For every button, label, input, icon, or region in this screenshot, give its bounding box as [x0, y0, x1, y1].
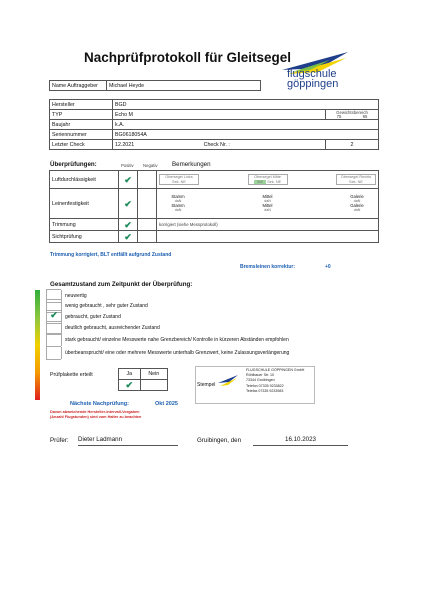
line-strength-cell: [157, 189, 379, 219]
state-label: überbeansprucht/ eine oder mehrere Messwerte unterhalb Grenzwert, keine Zulassungsverlängerung: [61, 347, 289, 359]
brake-correction-value: +0: [325, 264, 331, 270]
info-value: BGD: [113, 100, 379, 110]
check-mark-icon: ✔: [119, 171, 138, 189]
last-check-cell: [113, 140, 326, 150]
plakette-yes-label: Ja: [119, 369, 141, 380]
air-left-box: [159, 174, 199, 185]
check-mark-icon: ✔: [119, 380, 141, 391]
check-row-label: Luftdurchlässigkeit: [50, 171, 119, 189]
weight-min: 75: [336, 113, 342, 119]
logo-line-1: flugschule: [287, 68, 337, 80]
line-unit: daN: [353, 207, 361, 212]
logo-text: [287, 69, 347, 89]
device-info-table: [49, 99, 379, 150]
weight-label: Gewichtsbereich: [336, 109, 368, 115]
interval-note-2: (Anzahl Flugstunden) sind vom Halter zu beachten: [50, 415, 142, 419]
info-label: Letzter Check: [50, 140, 113, 150]
trim-note: Trimmung korrigiert, BLT entfällt aufgrund Zustand: [50, 252, 172, 258]
negative-cell: [138, 231, 157, 243]
trim-remark: korrigiert (siehe Messprotokoll): [157, 219, 379, 231]
line-unit: daN: [174, 207, 182, 212]
next-inspection-label: Nächste Nachprüfung:: [70, 401, 129, 407]
info-value: Echo M: [113, 110, 326, 120]
negative-cell: [138, 189, 157, 219]
line-unit: daN: [174, 199, 182, 204]
air-permeability-cell: [157, 171, 379, 189]
info-label: Baujahr: [50, 120, 113, 130]
stamp-line: Telefon 07335 9233822: [246, 383, 284, 388]
next-inspection-value: Okt 2025: [155, 401, 178, 407]
page-title: Nachprüfprotokoll für Gleitsegel: [84, 50, 292, 65]
air-value: 300: [254, 180, 266, 184]
check-nr-value: 2: [326, 140, 379, 150]
line-unit: daN: [264, 207, 271, 212]
air-title: Obersegel Mitte: [254, 175, 281, 179]
air-right-box: [336, 174, 376, 185]
signature-date: 16.10.2023: [253, 436, 348, 446]
air-title: Obersegel Links: [165, 175, 193, 179]
weight-cell: [326, 110, 379, 120]
state-label: neuwertig: [61, 290, 87, 302]
air-unit: Sek. NE: [349, 179, 363, 184]
overall-heading: Gesamtzustand zum Zeitpunkt der Überprüfung:: [50, 281, 193, 288]
negative-column-label: Negativ: [143, 163, 158, 168]
plakette-no-cell: [140, 380, 167, 391]
positive-column-label: Positiv: [121, 163, 134, 168]
weight-max: 95: [362, 113, 368, 119]
remarks-heading: Bemerkungen: [172, 161, 211, 168]
check-mark-icon: [46, 333, 61, 347]
line-group-label: Stamm: [171, 202, 185, 208]
state-label: deutlich gebraucht, ausreichender Zustand: [61, 322, 160, 334]
examiner-label: Prüfer:: [50, 437, 69, 444]
customer-value: Michael Heyde: [107, 81, 261, 91]
check-row-label: Leinenfestigkeit: [50, 189, 119, 219]
logo-line-2: göppingen: [287, 78, 339, 90]
condition-scale-bar: [35, 290, 40, 400]
interval-note-1: Davon abweichende Hersteller-Intervall-Vorgaben: [50, 410, 140, 414]
line-unit: daN: [264, 199, 271, 204]
checks-table: [49, 170, 379, 243]
stamp-line: 73344 Gruibingen: [246, 378, 275, 383]
air-unit: Sek. NE: [172, 179, 186, 184]
line-group-label: Mittel: [262, 202, 273, 208]
state-row: [46, 322, 160, 334]
check-mark-icon: ✔: [119, 219, 138, 231]
stamp-logo-icon: [217, 373, 239, 391]
info-label: Seriennummer: [50, 130, 113, 140]
line-group-label: Galerie: [350, 193, 364, 199]
state-label: gebraucht, guter Zustand: [61, 311, 121, 323]
state-row: [46, 347, 289, 359]
line-unit: daN: [353, 199, 361, 204]
stamp-line: Röhlbauer Str. 10: [246, 373, 274, 378]
state-label: wenig gebraucht , sehr guter Zustand: [61, 300, 148, 312]
stamp-address: [246, 368, 304, 394]
negative-cell: [138, 219, 157, 231]
info-value: BG0618054A: [113, 130, 379, 140]
air-unit: Sek. NE: [267, 179, 282, 184]
state-row: [46, 334, 289, 346]
info-label: Hersteller: [50, 100, 113, 110]
line-group-label: Mittel: [262, 193, 273, 199]
info-value: k.A.: [113, 120, 379, 130]
customer-label: Name Auftraggeber: [50, 81, 107, 91]
brake-correction-label: Bremsleinen korrektur:: [240, 264, 296, 270]
check-row-label: Trimmung: [50, 219, 119, 231]
check-row-label: Sichtprüfung: [50, 231, 119, 243]
customer-table: [49, 80, 261, 91]
line-group-label: Galerie: [350, 202, 364, 208]
plakette-no-label: Nein: [140, 369, 167, 380]
checks-heading: Überprüfungen:: [50, 161, 97, 168]
examiner-name: Dieter Ladmann: [78, 436, 178, 446]
air-middle-box: [248, 174, 288, 185]
check-mark-icon: ✔: [119, 189, 138, 219]
negative-cell: [138, 171, 157, 189]
plakette-table: [118, 368, 168, 391]
air-title: Obersegel Rechts: [340, 175, 372, 179]
line-group-label: Stamm: [171, 193, 185, 199]
stamp-line: Telefax 07335 9233983: [246, 388, 284, 393]
stamp-line: FLUGSCHULE GÖPPINGEN GmbH: [246, 368, 305, 372]
stamp-label: Stempel: [197, 382, 216, 388]
check-nr-label: Check Nr. :: [203, 141, 230, 148]
info-value: 12.2021: [115, 141, 135, 148]
place-label: Gruibingen, den: [197, 437, 242, 444]
info-label: TYP: [50, 110, 113, 120]
check-mark-icon: ✔: [119, 231, 138, 243]
check-mark-icon: [46, 346, 61, 360]
remark-cell: [157, 231, 379, 243]
state-label: stark gebraucht/ einzelne Messwerte nahe Grenzbereich/ Kontrolle in kürzeren Abständen empfohlen: [61, 334, 289, 346]
check-mark-icon: ✔: [46, 310, 61, 324]
plakette-label: Prüfplakette erteilt: [50, 372, 93, 378]
